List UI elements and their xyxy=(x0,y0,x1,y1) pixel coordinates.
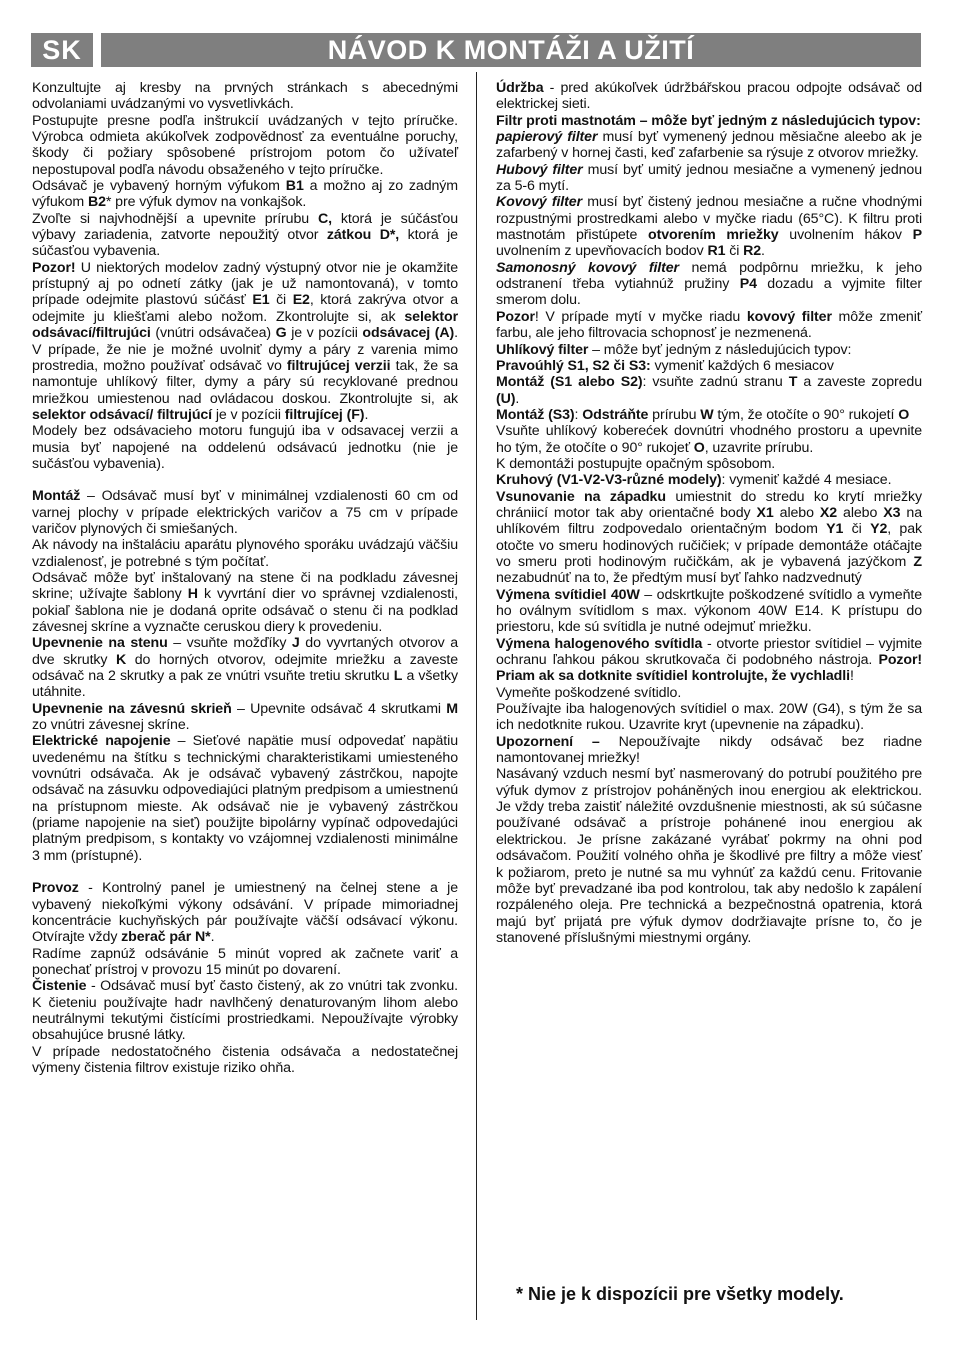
column-divider xyxy=(476,72,477,1320)
intro-paragraph: Konzultujte aj kresby na prvných stránkach s abecednými odvolaniami uvádzanými vo vysvetlivkách. xyxy=(32,80,458,113)
page-header xyxy=(31,33,921,67)
language-code-badge: SK xyxy=(31,33,93,67)
fire-risk-paragraph: V prípade nedostatočného čistenia odsávača a nedostatečnej výmeny čistenia filtrov existuje riziko ohňa. xyxy=(32,1043,458,1076)
operation-paragraph: Provoz - Kontrolný panel je umiestnený na čelnej stene a je vybavený niekoľkými výkony odsávání. V prípade mimoriadnej koncentrácie kuchyňských pár používajte väčší odsávací výkonu. Otvírajte vždy zberač pár N*. xyxy=(32,880,458,946)
snap-mount-paragraph: Vsunovanie na západku umiestnit do stredu ko krytí mriežky chrániicí motor tak aby orientačné body X1 alebo X2 alebo X3 na uhlíkovém filtru zodpovedalo orientačným bodom Y1 či Y2, pak otočte vo smeru hodinových ručičiek; v prípade demontáže otáčajte vo smeru proti hodinovým ručičkám, ak je vybavená jazýčkom Z nezabudnúť na to, že předtým musí byť ľahko nadzvednutý xyxy=(496,488,923,587)
dishwasher-warning-paragraph: Pozor! V prípade mytí v myčke riadu kovový filter môže zmeniť farbu, ale jeho filtrovacia schopnosť je nezmenená. xyxy=(496,308,922,342)
caution-paragraph: Upozornení – Nepoužívajte nikdy odsávač bez riadne namontovanej mriežky! xyxy=(496,733,922,767)
page-title: NÁVOD K MONTÁŽI A UŽITÍ xyxy=(101,33,921,67)
intro-paragraph: Postupujte presne podľa inštrukcií uvádzaných v tejto príručke. Výrobca odmieta akúkoľvek zodpovědnosť za eventuálne poruchy, škody či požiary spôsobené prístrojom potom čo užívateľ nepostupoval podľa návodu obsaženého v tejto príručke. xyxy=(32,112,458,178)
halogen-usage-paragraph: Používajte iba halogenových svítidiel o max. 20W (G4), s tým že sa ich nedotknite rukou. Uzavrite kryt (upevnenie na západku). xyxy=(496,701,922,734)
disassembly-paragraph: K demontáži postupujte opačným spôsobom. xyxy=(496,455,776,472)
exhaust-paragraph: Odsávač je vybavený horným výfukom B1 a možno aj zo zadným výfukom B2* pre výfuk dymov na vonkajšok. xyxy=(32,178,458,211)
rectangular-filter-paragraph: Pravoúhlý S1, S2 či S3: vymeniť každých 6 mesiacov xyxy=(496,357,834,374)
carbon-mat-paragraph: Vsuňte uhlíkový koberećek dovnútri vhodného prostoru a upevnite ho tým, že otočíte o 90° rukojeť O, uzavrite prírubu. xyxy=(496,423,922,456)
electrical-paragraph: Elektrické napojenie – Sieťové napätie musí odpovedať napätiu uvedenému na štítku s technickými charakteristikami umiesteného vovnútri odsávača. Ak je odsávač vybavený zástrčkou, napojte odsávač na zásuvku odpovediajúci platným predpisom a umiestnenú na prístupnom mieste. Ak odsávač nie je vybavený zástrčkou (priame napojenie na sieť) použijte bipolárny vypínač odpovedajúci platným predpisom, s kontakty vo vzájomnej vzdialenosti minimálne 3 mm (prístupné). xyxy=(32,733,458,864)
round-filter-paragraph: Kruhový (V1-V2-V3-různé modely): vymeniť každé 4 mesiace. xyxy=(496,472,892,489)
selfsupporting-filter-paragraph: Samonosný kovový filter nemá podpôrnu mriežku, k jeho odstranení třeba vytiahnúž pružiny P4 dozadu a vyjmite filter smerom dolu. xyxy=(496,259,923,309)
carbon-filter-paragraph: Uhlíkový filter – môže byť jedným z následujúcich typov: xyxy=(496,341,852,358)
template-paragraph: Odsávač môže byť inštalovaný na stene či na podkladu závesnej skrine; užívajte šablony H k vyvrtání dier vo správnej vzdialenosti, pokiaľ šablona nie je dodaná oprite odsávač o stenu či na podklad závesnej skríne a vyznačte ceruskou diery k provedeniu. xyxy=(32,569,458,635)
paper-filter-paragraph: papierový filter musí byť vymenený jednou měsiačne aleebo ak je zafarbený v hornej časti, keď zafarbenie sa rýsuje z otvorov mriežky. xyxy=(496,129,922,162)
mount-s3-paragraph: Montáž (S3): Odstráňte prírubu W tým, že otočíte o 90° rukojetí O xyxy=(496,406,910,423)
air-safety-paragraph: Nasávaný vzduch nesmí byť nasmerovaný do potrubí použitého pre výfuk dymov z prístrojov poháněných inou energiou ak elektrickou. Je vždy treba zaistiť náležité ovzdušnenie miestnosti, ak sú súčasne používané odsávač a prístroje pohánené inou energiou ak elektrickou. Je prísne zakázané vyrábať pokrmy na ohni pod odsávačom. Použití volného ohňa je škodlivé pre filtry a môže viesť k požiarom, preto je nutné sa mu vyhnúť za každú cenu. Fritovanie môže byť prevadzané iba pod kontrolou, tak aby nedošlo k zapálení rozpáleného oleja. Pre technická a bezpečnostná opatrenia, ktorá majú byť prijatá pre výfuk dymov dodržiavajte prísne to, čo je stanovené příslušnými miestnymi orgány. xyxy=(496,766,922,946)
warning-paragraph: Pozor! U niektorých modelov zadný výstupný otvor nie je okamžite prístupný aj po odnetí zátky (jak je už namontovaná), v tomto prípade odejmite plastovú súčásť E1 či E2, ktorá zakrýva otvor a odejmite ju kliešťami alebo nožom. Zkontrolujte si, ak selektor odsávací/filtrujúci (vnútri odsávačea) G je v pozícii odsávacej (A). V prípade, že nie je možné uvolniť dymy a páry z varenia mimo prostredia, možno používať odsávač vo filtrujúcej verzii tak, že sa namontuje uhlíkový filter, dymy a páry sú recyklované prednou mriežkou umiestenou nad ovládacou doskou. Zkontrolujte si, ak selektor odsávací/ filtrujúcí je v pozícii filtrujícej (F). xyxy=(32,259,459,423)
sponge-filter-paragraph: Hubový filter musí byť umitý jednou mesiačne a vymenený jednou za 5-6 mytí. xyxy=(496,161,922,195)
flange-paragraph: Zvoľte si najvhodnější a upevnite prírubu C, ktorá je súčásťou výbavy zariadenia, zatvorte nepoužitý otvor zátkou D*, ktorá je súčasťou vybavenia. xyxy=(32,210,458,260)
lamp-40w-paragraph: Výmena svítidiel 40W – odskrtkujte poškodzené svítidlo a vymeňte ho oválnym svítidlom s max. výkonom 40W E14. K prístupu do priestoru, kde sú svítidla je nutné odejmuť mriežku. xyxy=(496,586,922,636)
metal-filter-paragraph: Kovový filter musí byť čistený jednou mesiačne a ručne vhodnými rozpustnými prostredkami alebo v myčke riadu (65°C). K filtru proti mastnotám přistúpete otvorením mriežky uvolnením hákov P uvolnením z upevňovacích bodov R1 či R2. xyxy=(496,194,922,260)
right-column xyxy=(496,80,922,946)
installation-paragraph: Montáž – Odsávač musí byť v minimálnej vzdialenosti 60 cm od varnej plochy v prípade elektrických varičov a 75 cm v prípade varičov plynových či smiešaných. xyxy=(32,488,458,537)
halogen-lamp-paragraph: Výmena halogenového svítidla - otvorte priestor svítidiel – vyjmite ochranu ľahkou pákou skrutkovača či podobného nástroja. Pozor! Priam ak sa dotknite svítidiel kontrolujte, že vychladli! xyxy=(496,635,922,685)
cabinet-mount-paragraph: Upevnenie na závesnú skrieň – Upevnite odsávač 4 skrutkami M zo vnútri závesnej skríne. xyxy=(32,700,458,734)
replace-lamp-paragraph: Vymeňte poškodzené svítidlo. xyxy=(496,684,682,701)
maintenance-paragraph: Údržba - pred akúkoľvek údržbářskou pracou odpojte odsávač od elektrickej sieti. xyxy=(496,80,922,113)
gas-paragraph: Ak návody na inštaláciu aparátu plynového sporáku uvádzajú väčšiu vzdialenosť, je potrebné s tým počítať. xyxy=(32,537,458,570)
grease-filter-heading: Filtr proti mastnotám – môže byť jedným z následujúcich typov: xyxy=(496,112,921,129)
advice-paragraph: Radíme zapnúž odsávánie 5 minút vopred ak začnete variť a ponechať prístroj v provozu 15 minút po dovarení. xyxy=(32,945,458,978)
left-column xyxy=(32,80,458,1076)
models-paragraph: Modely bez odsávacieho motoru fungujú iba v odsavacej verzii a musia byť napojené na oddelenú odsávacú jednotku (nie je sučásťou vybavenia). xyxy=(32,423,458,472)
footnote: * Nie je k dispozícii pre všetky modely. xyxy=(516,1284,844,1304)
cleaning-paragraph: Čistenie - Odsávač musí byť často čistený, ak zo vnútri tak zvonku. K čieteniu používajte hadr navlhčený denaturovaným lihom alebo neutrálnymi tekutými čistícími prostriedkami. Nepoužívajte výrobky obsahujúce brusné látky. xyxy=(32,978,458,1044)
mount-s1s2-paragraph: Montáž (S1 alebo S2): vsuňte zadnú stranu T a zaveste zopredu (U). xyxy=(496,374,922,407)
wall-mount-paragraph: Upevnenie na stenu – vsuňte možďíky J do vyvrtaných otvorov a dve skrutky K do horných otvorov, odejmite mriežku a zaveste odsávač na 2 skrutky a pak ze vnútri vsuňte tretiu skrutku L a všetky utáhnite. xyxy=(32,635,459,701)
